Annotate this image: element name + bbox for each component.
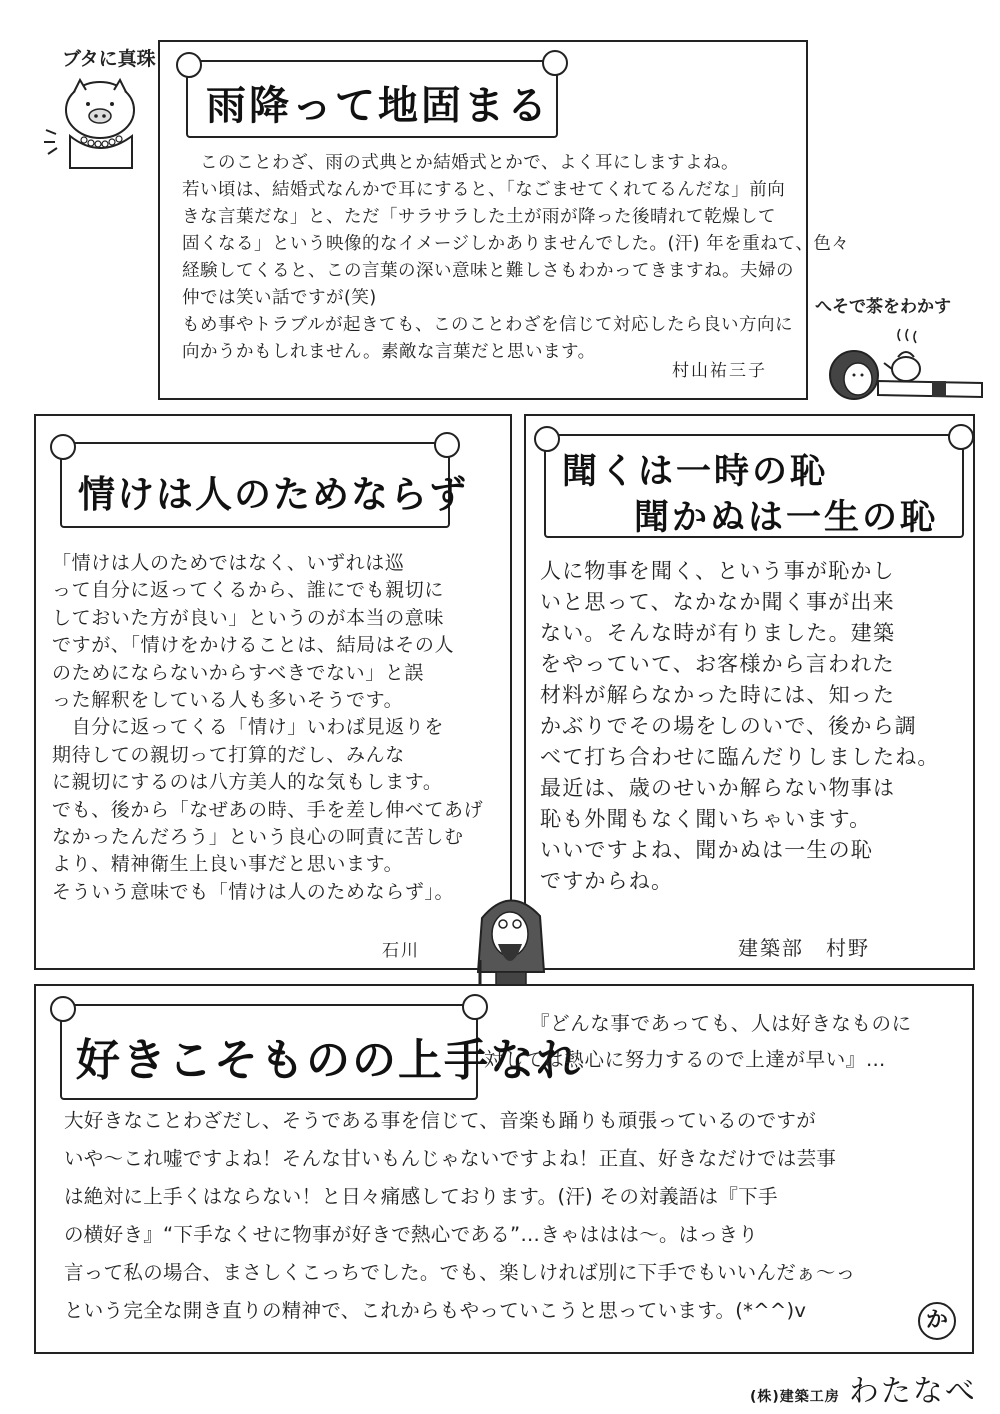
- section-body: [64, 1102, 964, 1330]
- body-line: きな言葉だな」と、ただ「サラサラした土が雨が降った後晴れて乾燥して: [182, 207, 776, 227]
- body-line: 経験してくると、この言葉の深い意味と難しさもわかってきますね。夫婦の: [182, 261, 794, 281]
- teapot-label: へそで茶をわかす: [815, 297, 951, 317]
- body-line: って自分に返ってくるから、誰にでも親切に: [52, 579, 445, 602]
- body-line: いいですよね、聞かぬは一生の恥: [540, 838, 873, 862]
- body-line: より、精神衛生上良い事だと思います。: [52, 853, 404, 876]
- section-title: 雨降って地固まる: [206, 82, 550, 129]
- title-scroll: [544, 434, 964, 538]
- body-line: に親切にするのは八方美人的な気もします。: [52, 771, 443, 794]
- body-line: 人に物事を聞く、という事が恥かし: [540, 559, 895, 583]
- author-badge-text: か: [925, 1308, 948, 1333]
- section-body: [540, 556, 965, 897]
- section-asking-proverb: [524, 414, 975, 970]
- title-scroll: [60, 1004, 582, 1100]
- section-title-line1: 聞くは一時の恥: [562, 451, 829, 492]
- author-badge: [918, 1302, 956, 1340]
- section-quote-line2: 対しては熱心に努力するので上達が早い』…: [484, 1048, 887, 1071]
- body-line: 自分に返ってくる「情け」いわば見返りを: [52, 716, 445, 739]
- body-line: べて打ち合わせに臨んだりしましたね。: [540, 745, 940, 769]
- pig-illustration: [40, 70, 150, 170]
- author-signature: 石川: [382, 941, 420, 961]
- teapot-person-illustration: [822, 325, 997, 410]
- title-scroll: [186, 60, 558, 138]
- body-line: いや〜これ嘘ですよね！そんな甘いもんじゃないですよね！正直、好きなだけでは芸事: [64, 1147, 837, 1170]
- body-line: 仲では笑い話ですが(笑): [182, 288, 377, 308]
- body-line: をやっていて、お客様から言われた: [540, 652, 895, 676]
- section-quote-line1: 『どんな事であっても、人は好きなものに: [530, 1012, 912, 1035]
- body-line: 向かうかもしれません。素敵な言葉だと思います。: [182, 342, 596, 362]
- company-footer: [750, 1366, 977, 1410]
- body-line: ない。そんな時が有りました。建築: [540, 621, 896, 645]
- author-signature: 建築部 村野: [738, 936, 870, 960]
- body-line: 期待しての親切って打算的だし、みんな: [52, 743, 405, 766]
- company-prefix: (株)建築工房: [750, 1389, 840, 1405]
- body-line: 材料が解らなかった時には、知った: [540, 683, 896, 707]
- body-line: は絶対に上手くはならない！と日々痛感しております。(汗) その対義語は『下手: [64, 1185, 778, 1208]
- section-body: [182, 150, 850, 366]
- section-body: [52, 550, 502, 906]
- author-signature: 村山祐三子: [672, 361, 767, 381]
- title-scroll: [60, 442, 468, 528]
- body-line: そういう意味でも「情けは人のためならず」。: [52, 880, 455, 903]
- body-line: った解釈をしている人も多いそうです。: [52, 689, 404, 712]
- section-title: 情けは人のためならず: [78, 472, 468, 516]
- body-line: 「情けは人のためではなく、いずれは巡: [52, 552, 405, 574]
- body-line: かぶりでその場をしのいで、後から調: [540, 714, 917, 738]
- section-likes-proverb: [34, 984, 974, 1354]
- section-title-line2: 聞かぬは一生の恥: [634, 497, 939, 538]
- body-line: のためにならないからすべきでない」と誤: [52, 661, 425, 684]
- section-compassion-proverb: [34, 414, 512, 970]
- section-rain-proverb: [158, 40, 850, 400]
- body-line: でも、後から「なぜあの時、手を差し伸べてあげ: [52, 798, 484, 821]
- body-line: の横好き』“下手なくせに物事が好きで熱心である”…きゃははは〜。はっきり: [64, 1223, 759, 1246]
- body-line: 若い頃は、結婚式なんかで耳にすると、「なごませてくれてるんだな」前向: [182, 180, 786, 200]
- body-line: 言って私の場合、まさしくこっちでした。でも、楽しければ別に下手でもいいんだぁ〜っ: [64, 1261, 856, 1284]
- body-line: なかったんだろう」という良心の呵責に苦しむ: [52, 826, 464, 849]
- body-line: 恥も外聞もなく聞いちゃいます。: [540, 807, 872, 831]
- pig-label: ブタに真珠: [62, 48, 156, 70]
- body-line: という完全な開き直りの精神で、これからもやっていこうと思っています。(*^^)v: [64, 1299, 807, 1322]
- body-line: このことわざ、雨の式典とか結婚式とかで、よく耳にしますよね。: [182, 153, 739, 173]
- company-name: わたなべ: [848, 1374, 977, 1409]
- body-line: 最近は、歳のせいか解らない物事は: [540, 776, 896, 800]
- body-line: 固くなる」という映像的なイメージしかありませんでした。(汗) 年を重ねて、色々: [182, 234, 850, 254]
- body-line: ですが、「情けをかけることは、結局はその人: [52, 634, 455, 657]
- body-line: もめ事やトラブルが起きても、このことわざを信じて対応したら良い方向に: [182, 315, 793, 335]
- section-title: 好きこそものの上手なれ: [76, 1035, 582, 1086]
- body-line: いと思って、なかなか聞く事が出来: [540, 590, 895, 614]
- body-line: しておいた方が良い」というのが本当の意味: [52, 606, 445, 629]
- body-line: 大好きなことわざだし、そうである事を信じて、音楽も踊りも頑張っているのですが: [64, 1109, 817, 1132]
- body-line: ですからね。: [540, 869, 674, 893]
